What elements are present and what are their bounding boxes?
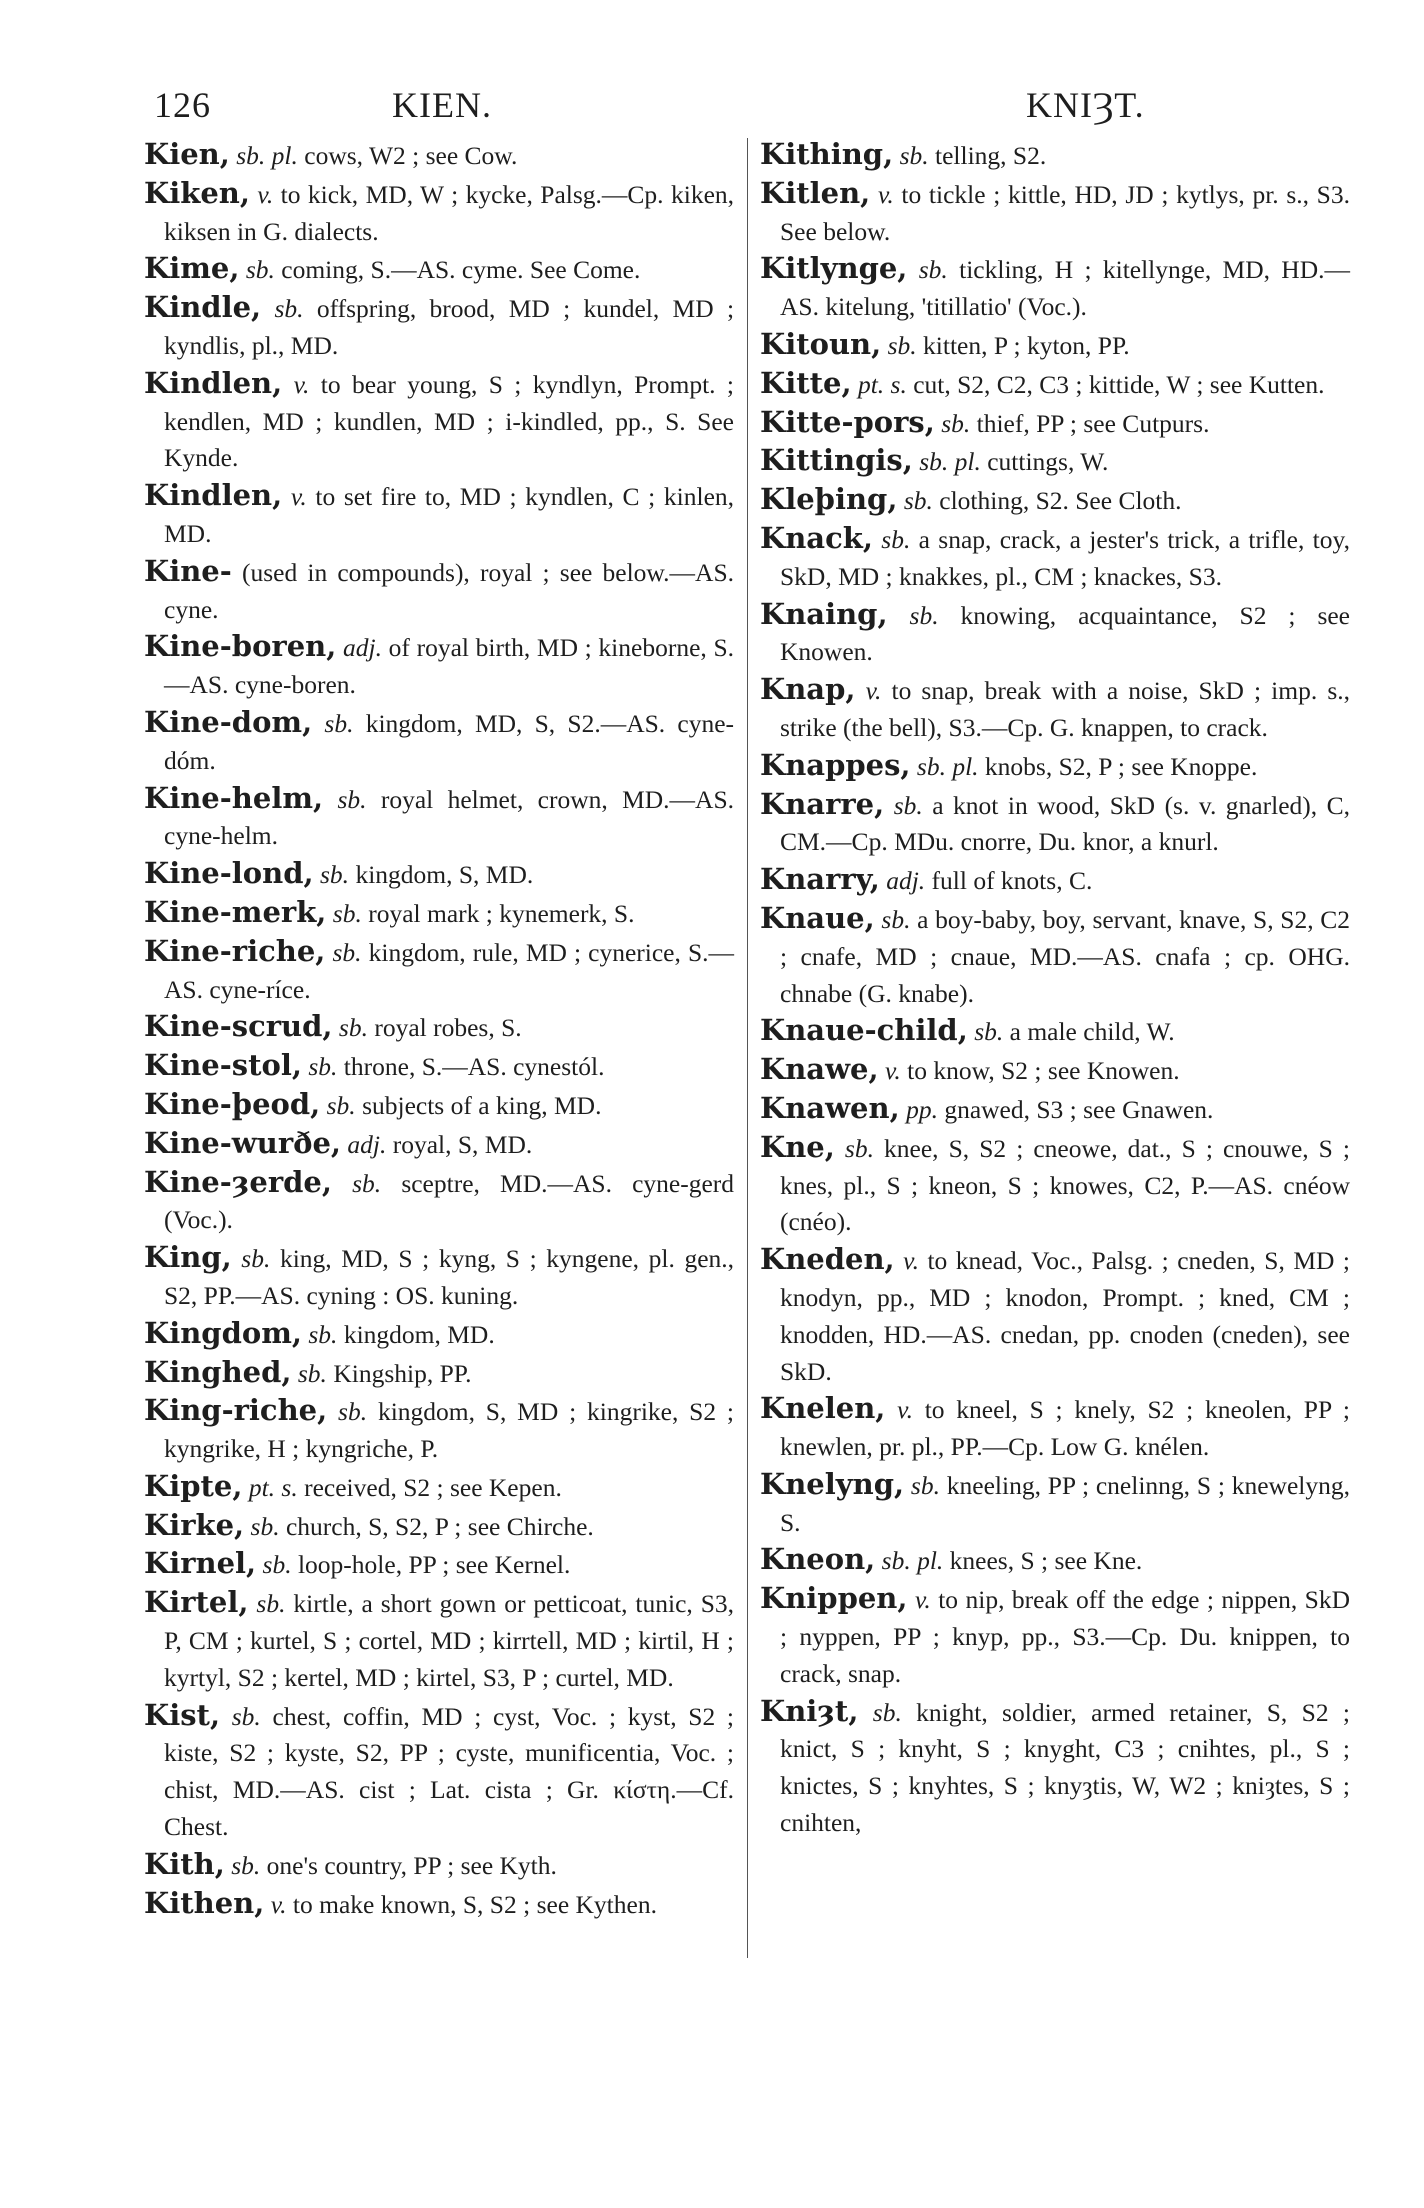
headword: Knawen, [760,1090,900,1125]
grammar-label: adj. [347,1129,387,1159]
headword: Knaue-child, [760,1013,968,1048]
dictionary-entry [760,747,1350,786]
definition-text: loop-hole, PP ; see Kernel. [297,1550,571,1580]
definition-text: royal, S, MD. [392,1129,533,1159]
dictionary-entry [144,855,734,894]
definition-text: thief, PP ; see Cutpurs. [976,408,1210,438]
definition-text: chest, coffin, MD ; cyst, Voc. ; kyst, S2 ; kiste, S2 ; kyste, S2, PP ; cyste, munificentia, Voc. ; chist, MD.—AS. cist ; Lat. cista ; Gr. κίστη.—Cf. Chest. [164,1701,735,1842]
grammar-label: pt. s. [248,1472,298,1502]
dictionary-entry [760,1541,1350,1580]
grammar-label: v. [914,1585,931,1615]
headword: Kiken, [144,175,250,210]
grammar-label: sb. [872,1697,902,1727]
headword: Kne, [760,1129,835,1164]
definition-text: a male child, W. [1009,1017,1175,1047]
headword: Knack, [760,520,873,555]
definition-text: clothing, S2. See Cloth. [939,486,1182,516]
dictionary-entry [760,520,1350,596]
definition-text: coming, S.—AS. cyme. See Come. [281,255,641,285]
grammar-label: sb. pl. [236,141,298,170]
definition-text: royal robes, S. [374,1013,522,1043]
dictionary-entry [144,1697,734,1846]
dictionary-entry [760,404,1350,443]
definition-text: to nip, break off the edge ; nippen, SkD ; nyppen, PP ; knyp, pp., S3.—Cp. Du. knippen, to crack, snap. [780,1585,1351,1688]
grammar-label: v. [897,1395,913,1425]
page-number: 126 [154,85,211,125]
dictionary-entry [144,1008,734,1047]
definition-text: a knot in wood, SkD (s. v. gnarled), C, CM.—Cp. MDu. cnorre, Du. knor, a knurl. [780,790,1351,857]
dictionary-entry [760,1129,1350,1241]
headword: King, [144,1240,232,1275]
dictionary-entry [144,894,734,933]
dictionary-entry [144,1315,734,1354]
dictionary-entry [144,1885,734,1924]
dictionary-entry [760,900,1350,1012]
definition-text: church, S, S2, P ; see Chirche. [285,1511,594,1541]
grammar-label: sb. [308,1052,338,1082]
definition-text: cuttings, W. [987,447,1109,477]
dictionary-entry [144,136,734,175]
headword: Knaing, [760,596,888,631]
grammar-label: sb. [338,1397,368,1427]
grammar-label: sb. [881,524,911,554]
grammar-label: sb. [881,904,911,934]
dictionary-entry [760,861,1350,900]
dictionary-entry [144,250,734,289]
definition-text: (used in compounds), royal ; see below.—AS. cyne. [164,557,735,624]
definition-text: full of knots, C. [931,866,1093,896]
headword: Kithen, [144,1885,265,1920]
grammar-label: v. [903,1246,919,1276]
headword: Knap, [760,672,856,707]
dictionary-entry [760,1090,1350,1129]
grammar-label: sb. [910,1470,940,1500]
grammar-label: sb. [308,1319,338,1349]
definition-text: to make known, S, S2 ; see Kythen. [292,1889,657,1919]
dictionary-entry [144,1125,734,1164]
headword: Kneon, [760,1542,876,1577]
definition-text: sceptre, MD.—AS. cyne-gerd (Voc.). [164,1168,735,1235]
dictionary-entry [760,175,1350,251]
dictionary-entry [760,1241,1350,1390]
definition-text: king, MD, S ; kyng, S ; kyngene, pl. gen., S2, PP.—AS. cyning : OS. kuning. [164,1244,735,1310]
dictionary-entry [144,1086,734,1125]
definition-text: kirtle, a short gown or petticoat, tunic, S3, P, CM ; kurtel, S ; cortel, MD ; kirrtell, MD ; kirtil, H ; kyrtyl, S2 ; kertel, MD ; kirtel, S3, P ; curtel, MD. [164,1589,735,1692]
dictionary-entry [760,786,1350,862]
headword: Kithing, [760,137,894,171]
dictionary-entry [760,365,1350,404]
grammar-label: v. [884,1056,901,1086]
headword: Kine-scrud, [144,1009,333,1044]
headword: Kingdom, [144,1315,302,1350]
dictionary-entry [144,1164,734,1240]
dictionary-entry [144,1047,734,1086]
grammar-label: v. [877,179,894,209]
definition-text: kingdom, MD, S, S2.—AS. cyne-dóm. [164,708,735,775]
dictionary-entry [760,481,1350,520]
headword: Kipte, [144,1468,243,1503]
headword: Kneden, [760,1242,895,1277]
definition-text: to know, S2 ; see Knowen. [907,1056,1180,1086]
grammar-label: v. [257,179,274,209]
dictionary-entry [144,553,734,629]
grammar-label: sb. [903,486,933,516]
headword: Knappes, [760,747,911,782]
definition-text: subjects of a king, MD. [362,1090,602,1120]
dictionary-entry [144,1354,734,1393]
definition-text: one's country, PP ; see Kyth. [266,1850,557,1880]
dictionary-entry [144,1392,734,1468]
headword: Kirke, [144,1507,245,1542]
headword: Kine-riche, [144,933,326,968]
dictionary-entry [144,1846,734,1885]
definition-text: a boy-baby, boy, servant, knave, S, S2, C2 ; cnafe, MD ; cnaue, MD.—AS. cnafa ; cp. OHG. chnabe (G. knabe). [780,904,1351,1008]
dictionary-entry [760,442,1350,481]
definition-text: of royal birth, MD ; kineborne, S.—AS. cyne-boren. [164,633,735,700]
grammar-label: pp. [906,1094,938,1124]
grammar-label: v. [270,1889,287,1919]
grammar-label: v. [290,482,307,512]
dictionary-entry [144,175,734,251]
dictionary-entry [144,477,734,553]
grammar-label: sb. [332,937,362,967]
dictionary-entry [144,933,734,1009]
dictionary-entry [144,1239,734,1315]
headword: Kindlen, [144,478,283,513]
dictionary-entry [760,326,1350,365]
definition-text: Kingship, PP. [333,1358,472,1388]
definition-text: to set fire to, MD ; kyndlen, C ; kinlen, MD. [164,482,735,548]
dictionary-entry [144,704,734,780]
grammar-label: sb. [337,784,367,814]
left-guide-word: KIEN. [392,85,492,125]
grammar-label: sb. [899,141,929,170]
dictionary-entry [144,365,734,477]
dictionary-entry [760,671,1350,747]
dictionary-entry [144,780,734,856]
headword: Knarry, [760,862,880,897]
definition-text: kingdom, MD. [343,1319,495,1349]
grammar-label: adj. [886,866,926,896]
definition-text: gnawed, S3 ; see Gnawen. [944,1094,1214,1124]
definition-text: kingdom, S, MD. [355,860,534,890]
headword: Kine-merk, [144,894,327,929]
headword: Kitoun, [760,326,882,361]
dictionary-entry [760,1466,1350,1542]
definition-text: to kick, MD, W ; kycke, Palsg.—Cp. kiken, kiksen in G. dialects. [164,179,735,246]
dictionary-entry [144,628,734,704]
headword: Knaue, [760,900,875,935]
definition-text: kingdom, rule, MD ; cynerice, S.—AS. cyne-ríce. [164,937,734,1004]
definition-text: tickling, H ; kitellynge, MD, HD.—AS. kitelung, 'titillatio' (Voc.). [780,255,1351,322]
grammar-label: pt. s. [857,369,907,399]
definition-text: knees, S ; see Kne. [949,1546,1143,1576]
headword: Kitlen, [760,175,871,210]
grammar-label: sb. [974,1017,1004,1047]
dictionary-entry [760,1051,1350,1090]
grammar-label: sb. [297,1358,327,1388]
definition-text: to tickle ; kittle, HD, JD ; kytlys, pr. s., S3. See below. [780,179,1350,246]
definition-text: knight, soldier, armed retainer, S, S2 ; knict, S ; knyht, S ; knyght, C3 ; cnihtes, pl., S ; knictes, S ; knyhtes, S ; knyȝtis, W, W2 ; kniȝtes, S ; cnihten, [780,1697,1350,1838]
headword: Kitlynge, [760,251,908,286]
left-column [144,136,734,1923]
definition-text: knee, S, S2 ; cneowe, dat., S ; cnouwe, S ; knes, pl., S ; kneon, S ; knowes, C2, P.—AS. cnéow (cnéo). [780,1133,1351,1237]
definition-text: kneeling, PP ; cnelinng, S ; knewelyng, S. [780,1470,1350,1537]
grammar-label: sb. [241,1244,271,1274]
grammar-label: sb. [844,1133,874,1163]
headword: Knawe, [760,1052,879,1087]
column-divider [747,138,748,1958]
definition-text: to bear young, S ; kyndlyn, Prompt. ; kendlen, MD ; kundlen, MD ; i-kindled, pp., S. See Kynde. [164,369,735,473]
definition-text: received, S2 ; see Kepen. [304,1472,562,1502]
headword: Kinghed, [144,1354,292,1389]
definition-text: offspring, brood, MD ; kundel, MD ; kyndlis, pl., MD. [164,294,735,360]
headword: Knippen, [760,1581,908,1616]
grammar-label: adj. [343,633,382,663]
dictionary-entry [144,1584,734,1696]
dictionary-entry [760,1693,1350,1842]
headword: Kitte-pors, [760,404,935,439]
grammar-label: sb. [256,1589,286,1619]
grammar-label: sb. [231,1850,261,1880]
grammar-label: sb. [274,294,304,324]
dictionary-entry [760,250,1350,326]
grammar-label: sb. [352,1168,382,1198]
definition-text: a snap, crack, a jester's trick, a trifle, toy, SkD, MD ; knakkes, pl., CM ; knackes, S3. [780,524,1350,591]
grammar-label: sb. [338,1013,368,1043]
dictionary-entry [760,1580,1350,1692]
dictionary-entry [144,1468,734,1507]
dictionary-entry [144,1545,734,1584]
grammar-label: sb. [324,708,354,738]
headword: Kist, [144,1697,221,1732]
headword: Kitte, [760,365,852,400]
grammar-label: sb. [909,600,939,630]
headword: Kine-stol, [144,1048,302,1083]
definition-text: knobs, S2, P ; see Knoppe. [984,751,1258,781]
grammar-label: sb. [918,255,948,285]
headword: Knelen, [760,1391,886,1426]
definition-text: to snap, break with a noise, SkD ; imp. s., strike (the bell), S3.—Cp. G. knappen, to crack. [780,676,1351,742]
headword: Kine-lond, [144,856,314,891]
definition-text: throne, S.—AS. cynestól. [343,1052,605,1082]
definition-text: royal helmet, crown, MD.—AS. cyne-helm. [164,784,735,851]
definition-text: royal mark ; kynemerk, S. [368,898,635,928]
grammar-label: sb. pl. [881,1546,944,1576]
headword: Kleþing, [760,482,898,517]
grammar-label: v. [865,676,882,706]
grammar-label: sb. [320,860,350,890]
headword: Kirtel, [144,1585,249,1620]
headword: Kindlen, [144,365,283,400]
headword: Kime, [144,251,240,286]
definition-text: cut, S2, C2, C3 ; kittide, W ; see Kutten. [913,369,1325,399]
dictionary-entry [760,1390,1350,1466]
headword: Kine-boren, [144,629,337,664]
headword: Kine-helm, [144,780,324,815]
definition-text: to knead, Voc., Palsg. ; cneden, S, MD ; knodyn, pp., MD ; knodon, Prompt. ; kned, CM ; knodden, HD.—AS. cnedan, pp. cnoden (cneden), see SkD. [780,1246,1351,1386]
headword: King-riche, [144,1393,328,1428]
grammar-label: sb. pl. [919,447,981,477]
headword: Knarre, [760,786,885,821]
right-column [760,136,1350,1842]
grammar-label: v. [293,369,310,399]
dictionary-entry [760,596,1350,672]
definition-text: cows, W2 ; see Cow. [304,141,518,170]
dictionary-entry [144,289,734,365]
grammar-label: sb. [245,255,275,285]
definition-text: knowing, acquaintance, S2 ; see Knowen. [780,600,1350,667]
right-guide-word: KNIȜT. [1026,85,1145,125]
headword: Kine-ȝerde, [144,1164,332,1199]
dictionary-entry [760,1012,1350,1051]
running-head [150,84,1350,134]
grammar-label: sb. [941,408,971,438]
headword: Kith, [144,1846,225,1881]
headword: Kittingis, [760,443,913,478]
headword: Kniȝt, [760,1693,859,1728]
grammar-label: sb. [250,1511,280,1541]
headword: Kine-wurðe, [144,1125,342,1160]
headword: Knelyng, [760,1466,905,1501]
grammar-label: sb. [262,1550,292,1580]
grammar-label: sb. [887,330,917,360]
headword: Kirnel, [144,1546,257,1581]
grammar-label: sb. pl. [916,751,979,781]
grammar-label: sb. [893,790,923,820]
headword: Kine-þeod, [144,1086,321,1121]
dictionary-entry [144,1507,734,1546]
headword: Kindle, [144,290,262,325]
definition-text: kitten, P ; kyton, PP. [923,330,1130,360]
definition-text: kingdom, S, MD ; kingrike, S2 ; kyngrike, H ; kyngriche, P. [164,1397,735,1464]
grammar-label: sb. [326,1090,356,1120]
headword: Kine-dom, [144,704,313,739]
grammar-label: sb. [231,1701,261,1731]
definition-text: telling, S2. [935,141,1047,170]
headword: Kine- [144,553,232,588]
grammar-label: sb. [332,898,362,928]
headword: Kien, [144,137,230,171]
dictionary-entry [760,136,1350,175]
definition-text: to kneel, S ; knely, S2 ; kneolen, PP ; knewlen, pr. pl., PP.—Cp. Low G. knélen. [780,1395,1351,1462]
